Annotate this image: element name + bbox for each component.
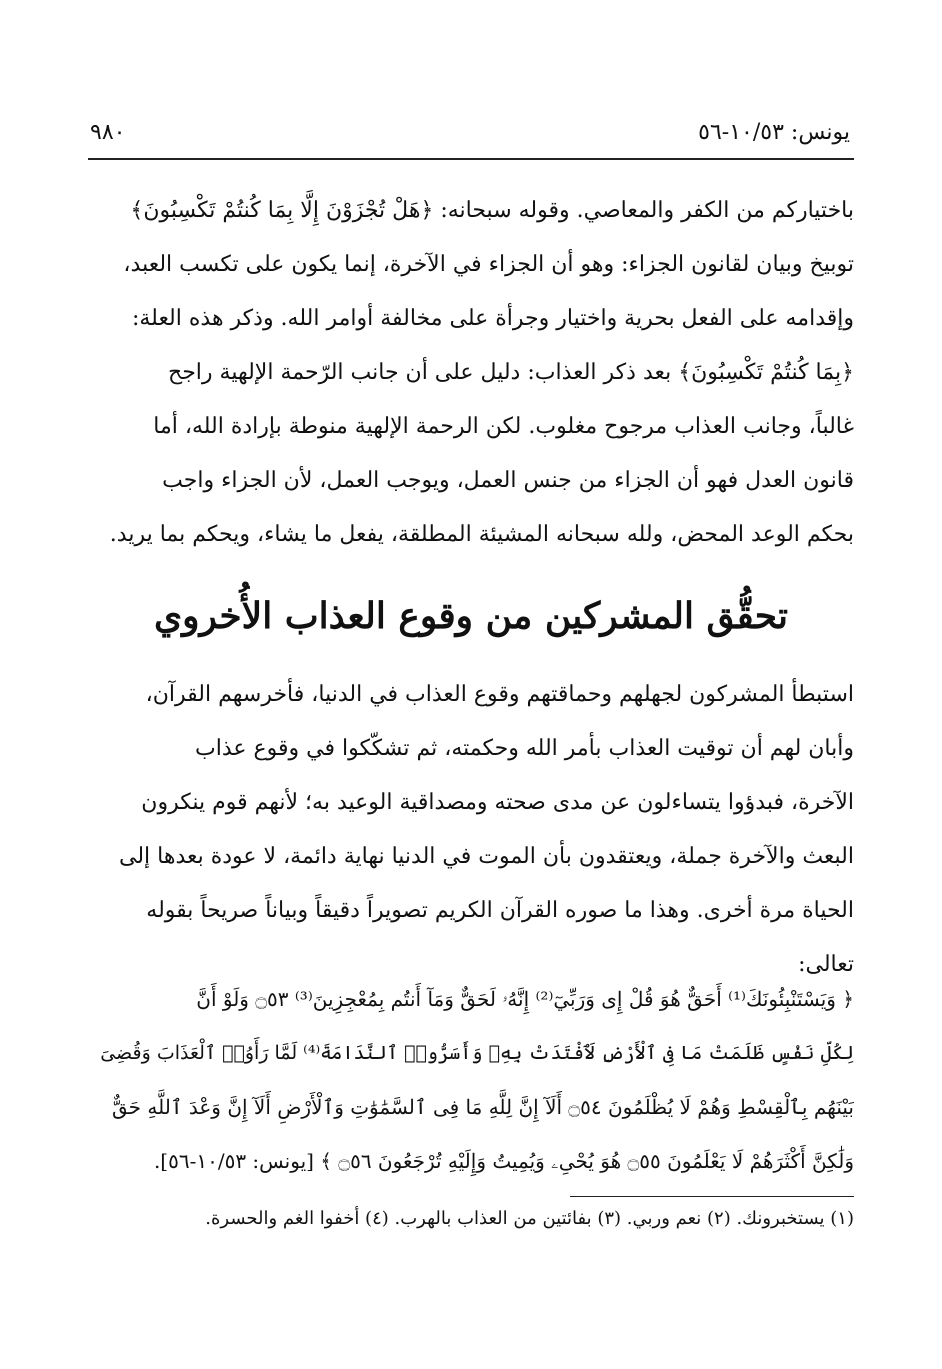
header-rule <box>88 158 854 160</box>
text-line: تعالى: <box>798 952 854 977</box>
text-line: استبطأ المشركون لجهلهم وحماقتهم وقوع العذاب في الدنيا، فأخرسهم القرآن، <box>145 682 854 707</box>
text-line: الآخرة، فبدؤوا يتساءلون عن مدى صحته ومصداقية الوعيد به؛ لأنهم قوم ينكرون <box>141 790 854 815</box>
text-line: ﴿بِمَا كُنتُمْ تَكْسِبُونَ﴾ بعد ذكر العذاب: دليل على أن جانب الرّحمة الإلهية راجح <box>168 360 854 385</box>
text-line: وإقدامه على الفعل بحرية واختيار وجرأة على مخالفة أوامر الله. وذكر هذه العلة: <box>131 306 854 331</box>
footnotes: (١) يستخبرونك. (٢) نعم وربي. (٣) بفائتين من العذاب بالهرب. (٤) أخفوا الغم والحسرة. <box>205 1208 854 1229</box>
verse-line: ﴿ وَيَسْتَنْبِئُونَكَ⁽¹⁾ أَحَقٌّ هُوَ قُلْ إِى وَرَبِّيٓ⁽²⁾ إِنَّهُۥ لَحَقٌّ وَمَآ أَنتُم بِمُعْجِزِينَ⁽³⁾ ۝٥٣ وَلَوْ أَنَّ <box>196 987 854 1011</box>
footnote-rule <box>570 1196 854 1197</box>
paragraph-1 <box>88 184 854 562</box>
verse-line: بَيْنَهُم بِٱلْقِسْطِ وَهُمْ لَا يُظْلَمُونَ ۝٥٤ أَلَآ إِنَّ لِلَّهِ مَا فِى ٱلسَّمَٰوَٰتِ وَٱلْأَرْضِ أَلَآ إِنَّ وَعْدَ ٱللَّهِ حَقٌّ <box>111 1095 854 1119</box>
text-line: الحياة مرة أخرى. وهذا ما صوره القرآن الكريم تصويراً دقيقاً وبياناً صريحاً بقوله <box>146 898 854 923</box>
quran-verse-block <box>88 972 854 1188</box>
text-line: باختياركم من الكفر والمعاصي. وقوله سبحانه: ﴿هَلْ تُجْزَوْنَ إِلَّا بِمَا كُنتُمْ تَكْسِبُونَ﴾ <box>130 198 854 223</box>
paragraph-2 <box>88 668 854 992</box>
section-title: تحقُّق المشركين من وقوع العذاب الأُخروي <box>153 595 789 637</box>
text-line: قانون العدل فهو أن الجزاء من جنس العمل، ويوجب العمل، لأن الجزاء واجب <box>162 468 854 493</box>
page-number: ٩٨٠ <box>90 120 126 145</box>
surah-reference: يونس: ١٠/٥٣-٥٦ <box>698 120 850 145</box>
page-header <box>90 120 850 150</box>
verse-line: لِكُلِّ نَفْسٍ ظَلَمَتْ مَا فِى ٱلْأَرْضِ لَٱفْتَدَتْ بِهِۦ وَأَسَرُّوا۟ ٱلنَّدَامَةَ⁽⁴⁾ لَمَّا رَأَوُا۟ ٱلْعَذَابَ وَقُضِىَ <box>100 1042 854 1064</box>
text-line: البعث والآخرة جملة، ويعتقدون بأن الموت في الدنيا نهاية دائمة، لا عودة بعدها إلى <box>119 844 854 869</box>
text-line: غالباً، وجانب العذاب مرجوح مغلوب. لكن الرحمة الإلهية منوطة بإرادة الله، أما <box>153 414 854 439</box>
verse-line: وَلَٰكِنَّ أَكْثَرَهُمْ لَا يَعْلَمُونَ ۝٥٥ هُوَ يُحْىِۦ وَيُمِيتُ وَإِلَيْهِ تُرْجَعُونَ ۝٥٦ ﴾ [يونس: ١٠/٥٣-٥٦]. <box>153 1149 854 1173</box>
text-line: توبيخ وبيان لقانون الجزاء: وهو أن الجزاء في الآخرة، إنما يكون على تكسب العبد، <box>123 252 854 277</box>
text-line: وأبان لهم أن توقيت العذاب بأمر الله وحكمته، ثم تشكّكوا في وقوع عذاب <box>195 736 854 761</box>
text-line: بحكم الوعد المحض، ولله سبحانه المشيئة المطلقة، يفعل ما يشاء، ويحكم بما يريد. <box>109 522 854 547</box>
